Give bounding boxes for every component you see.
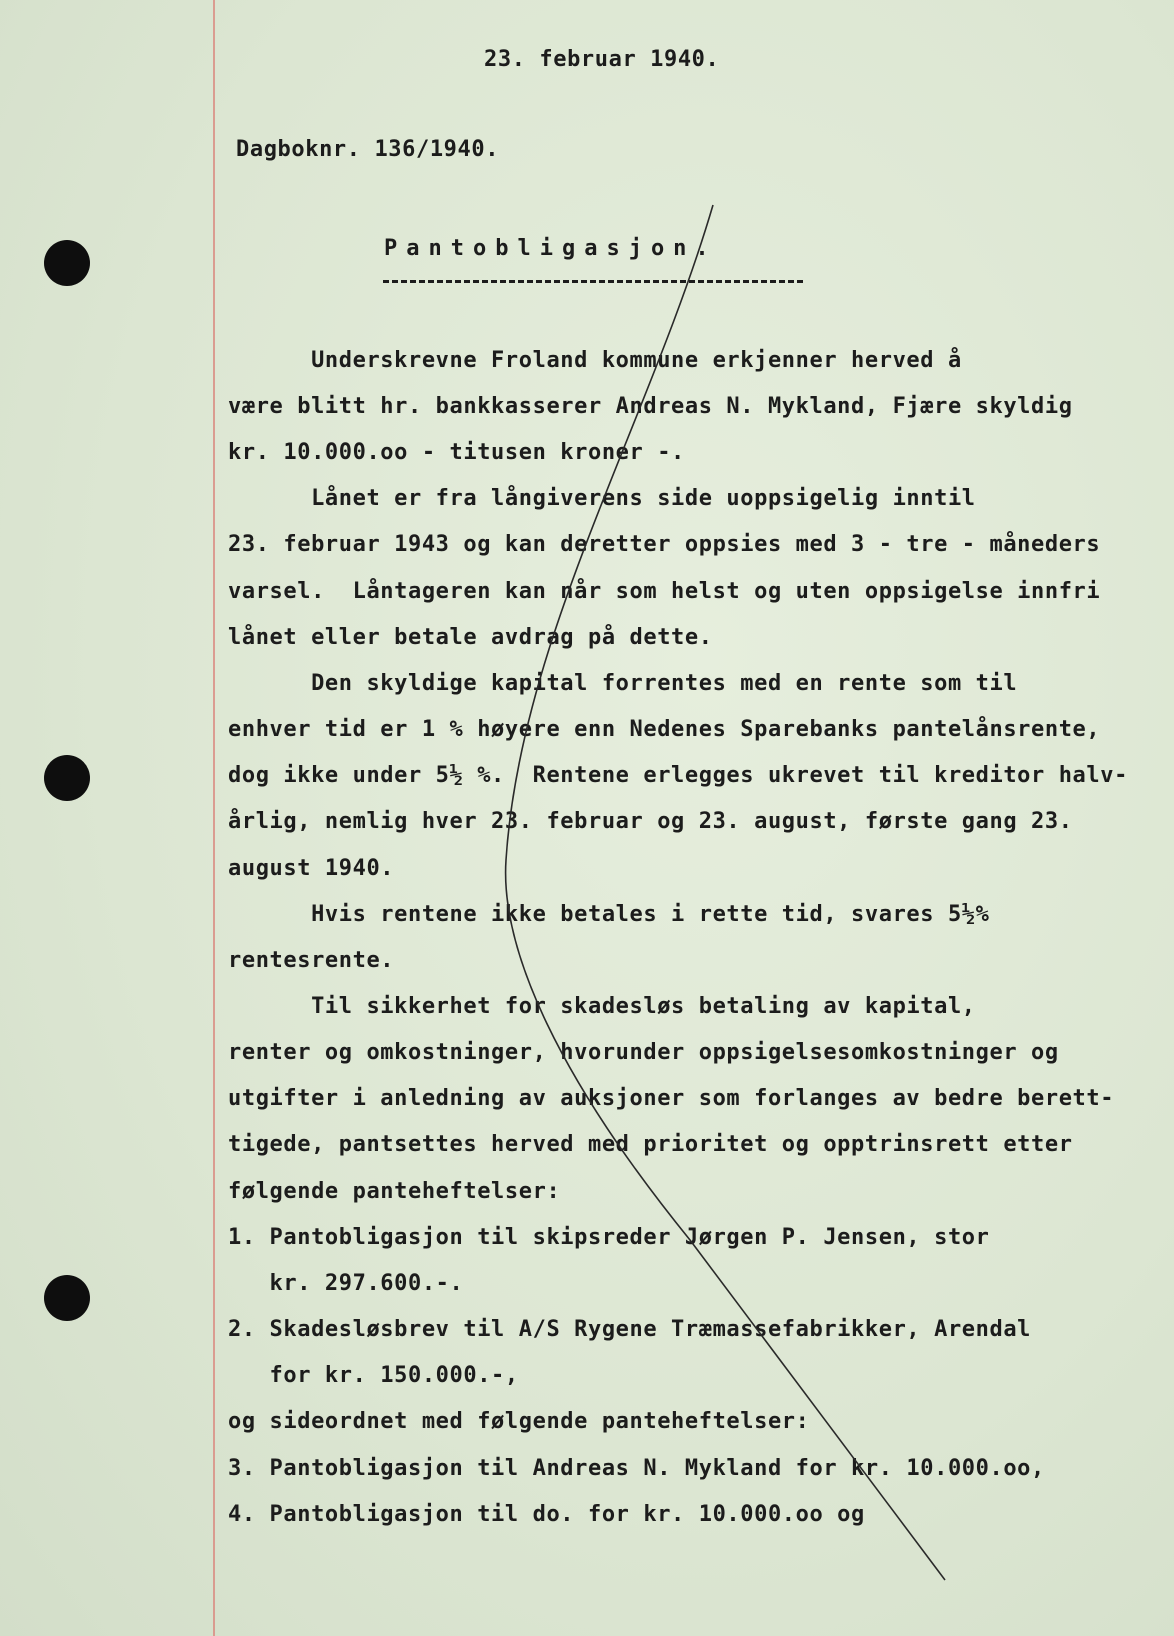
margin-rule	[213, 0, 215, 1636]
document-date: 23. februar 1940.	[484, 47, 720, 72]
body-line: dog ikke under 5½ %. Rentene erlegges ukrevet til kreditor halv-	[228, 763, 1128, 788]
body-line: og sideordnet med følgende panteheftelser:	[228, 1409, 810, 1434]
list-item: 4. Pantobligasjon til do. for kr. 10.000.oo og	[228, 1502, 865, 1527]
body-line: Underskrevne Froland kommune erkjenner herved å	[228, 348, 962, 373]
document-title: Pantobligasjon.	[384, 236, 718, 261]
body-line: utgifter i anledning av auksjoner som forlanges av bedre berett-	[228, 1086, 1115, 1111]
body-line: tigede, pantsettes herved med prioritet og opptrinsrett etter	[228, 1132, 1073, 1157]
list-item: kr. 297.600.-.	[228, 1271, 464, 1296]
journal-number: Dagboknr. 136/1940.	[236, 137, 500, 162]
list-item: 2. Skadesløsbrev til A/S Rygene Træmassefabrikker, Arendal	[228, 1317, 1032, 1342]
body-line: rentesrente.	[228, 948, 395, 973]
body-line: Lånet er fra långiverens side uoppsigelig inntil	[228, 486, 976, 511]
body-line: varsel. Låntageren kan når som helst og uten oppsigelse innfri	[228, 579, 1101, 604]
body-line: Den skyldige kapital forrentes med en rente som til	[228, 671, 1018, 696]
list-item: 1. Pantobligasjon til skipsreder Jørgen P. Jensen, stor	[228, 1225, 990, 1250]
punch-hole-bottom	[44, 1275, 90, 1321]
body-line: lånet eller betale avdrag på dette.	[228, 625, 713, 650]
body-line: være blitt hr. bankkasserer Andreas N. Mykland, Fjære skyldig	[228, 394, 1073, 419]
body-line: 23. februar 1943 og kan deretter oppsies med 3 - tre - måneders	[228, 532, 1101, 557]
body-line: Hvis rentene ikke betales i rette tid, svares 5½%	[228, 902, 990, 927]
list-item: 3. Pantobligasjon til Andreas N. Mykland for kr. 10.000.oo,	[228, 1456, 1045, 1481]
punch-hole-top	[44, 240, 90, 286]
list-item: for kr. 150.000.-,	[228, 1363, 519, 1388]
body-line: kr. 10.000.oo - titusen kroner -.	[228, 440, 685, 465]
body-line: årlig, nemlig hver 23. februar og 23. august, første gang 23.	[228, 809, 1073, 834]
body-line: renter og omkostninger, hvorunder oppsigelsesomkostninger og	[228, 1040, 1059, 1065]
body-line: enhver tid er 1 % høyere enn Nedenes Sparebanks pantelånsrente,	[228, 717, 1101, 742]
punch-hole-middle	[44, 755, 90, 801]
body-line: Til sikkerhet for skadesløs betaling av kapital,	[228, 994, 976, 1019]
body-line: følgende panteheftelser:	[228, 1179, 561, 1204]
title-underline	[383, 280, 803, 283]
body-line: august 1940.	[228, 856, 395, 881]
